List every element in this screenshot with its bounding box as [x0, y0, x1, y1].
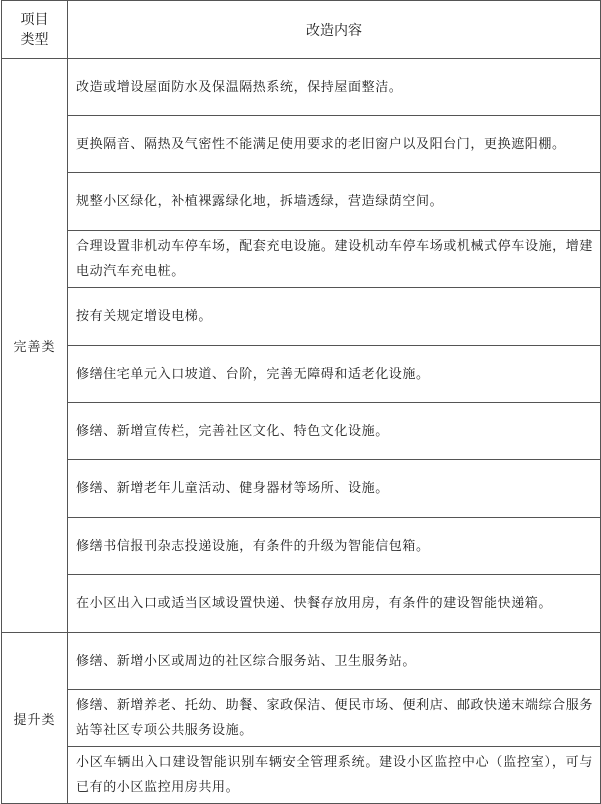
table-cell-content: 修缮住宅单元入口坡道、台阶，完善无障碍和适老化设施。	[68, 346, 601, 403]
table-cell-content: 在小区出入口或适当区域设置快递、快餐存放用房，有条件的建设智能快递箱。	[68, 575, 601, 633]
table-cell-content: 改造或增设屋面防水及保温隔热系统，保持屋面整洁。	[68, 59, 601, 116]
header-type-line1: 项目	[20, 11, 49, 28]
table-cell-content: 修缮、新增老年儿童活动、健身器材等场所、设施。	[68, 460, 601, 518]
table-row	[2, 575, 601, 633]
table-row	[2, 518, 601, 575]
group-type-label: 提升类	[2, 633, 68, 804]
table-row	[2, 690, 601, 747]
table-cell-content: 小区车辆出入口建设智能识别车辆安全管理系统。建设小区监控中心（监控室），可与已有的小区监控用房共用。	[68, 747, 601, 804]
table-row	[2, 59, 601, 116]
table-row	[2, 346, 601, 403]
renovation-table	[1, 0, 601, 804]
table-row	[2, 747, 601, 804]
header-project-type	[2, 1, 68, 59]
table-cell-content: 修缮、新增养老、托幼、助餐、家政保洁、便民市场、便利店、邮政快递末端综合服务站等社区专项公共服务设施。	[68, 690, 601, 747]
table-row	[2, 633, 601, 690]
table-header-row	[2, 1, 601, 59]
table-cell-content: 规整小区绿化，补植裸露绿化地，拆墙透绿，营造绿荫空间。	[68, 173, 601, 231]
group-type-label: 完善类	[2, 59, 68, 633]
table-cell-content: 合理设置非机动车停车场，配套充电设施。建设机动车停车场或机械式停车设施，增建电动汽车充电桩。	[68, 231, 601, 288]
table-row	[2, 288, 601, 346]
table-cell-content: 修缮书信报刊杂志投递设施，有条件的升级为智能信包箱。	[68, 518, 601, 575]
table-cell-content: 更换隔音、隔热及气密性不能满足使用要求的老旧窗户以及阳台门，更换遮阳棚。	[68, 116, 601, 173]
table-cell-content: 修缮、新增宣传栏，完善社区文化、特色文化设施。	[68, 403, 601, 460]
header-type-line2: 类型	[20, 31, 49, 48]
table-row	[2, 116, 601, 173]
table-cell-content: 修缮、新增小区或周边的社区综合服务站、卫生服务站。	[68, 633, 601, 690]
table-row	[2, 173, 601, 231]
table-cell-content: 按有关规定增设电梯。	[68, 288, 601, 346]
table-row	[2, 231, 601, 288]
table-row	[2, 460, 601, 518]
header-content: 改造内容	[68, 1, 601, 59]
table-row	[2, 403, 601, 460]
